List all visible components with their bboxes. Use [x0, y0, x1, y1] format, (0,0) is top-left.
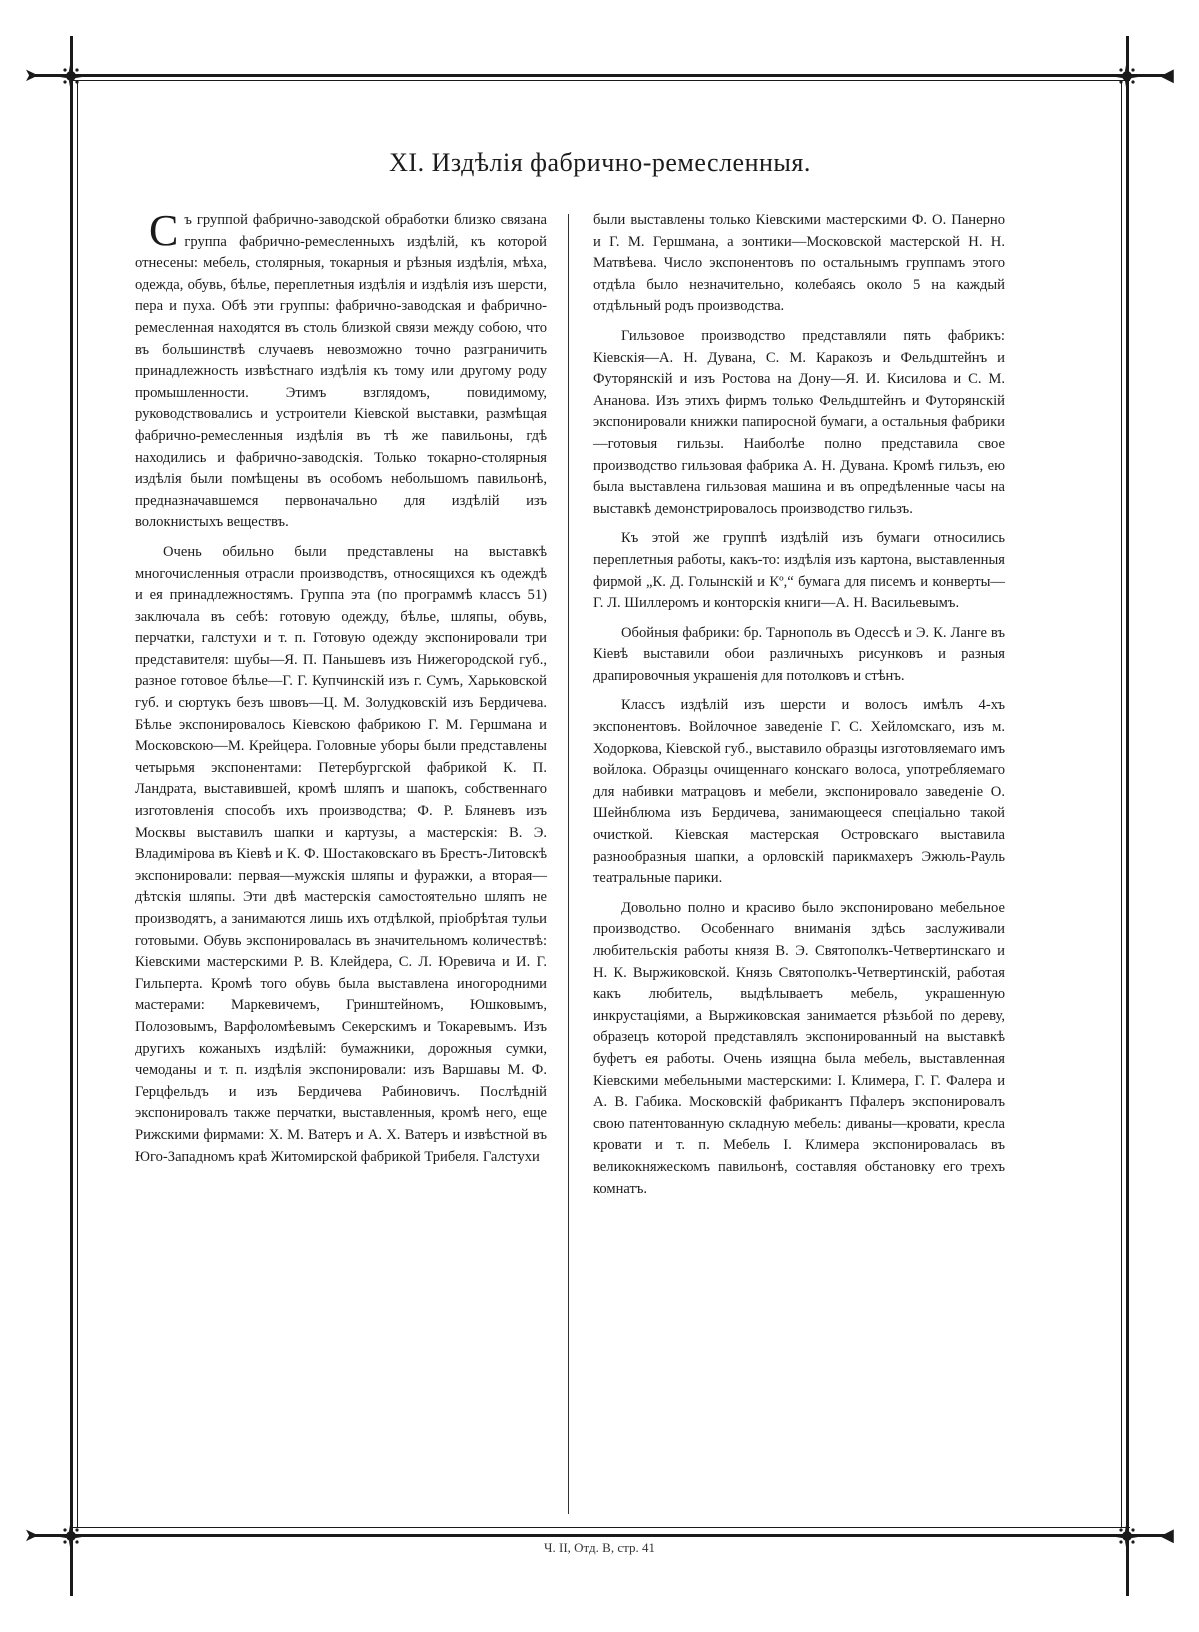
frame-right-inner [1121, 80, 1122, 1528]
corner-ornament-icon [1110, 59, 1144, 93]
corner-ornament-icon [54, 59, 88, 93]
frame-left-inner [77, 80, 78, 1528]
right-column [593, 210, 1005, 1208]
arrow-tip-icon: ◀ [1160, 1525, 1174, 1545]
paragraph-wool-hair: Классъ издѣлій изъ шерсти и волосъ имѣлъ 4-хъ экспонентовъ. Войлочное заведеніе Г. С. Хейломскаго, изъ м. Ходоркова, Кіевской губ., выставило образцы изготовляемаго имъ войлока. Образцы очищеннаго конскаго волоса, употребляемаго для набивки матрацовъ и мебели, экспонировало заведеніе О. Шейнблюма изъ Бердичева, занимающееся спеціально такой очисткой. Кіевская мастерская Островскаго выставила разнообразныя шапки, а орловскій парикмахеръ Эжюль-Рауль театральные парики. [593, 697, 1005, 887]
left-column [135, 206, 547, 1176]
paragraph-1-text: ъ группой фабрично-заводской обработки близко связана группа фабрично-ремесленныхъ издѣлій, къ которой отнесены: мебель, столярныя, токарныя и рѣзныя издѣлія, мѣха, одежда, обувь, бѣлье, переплетныя издѣлія и издѣлія изъ шерсти, пера и пуха. Обѣ эти группы: фабрично-заводская и фабрично-ремесленная находятся въ столь близкой связи между собою, что въ большинствѣ случаевъ невозможно точно разграничить принадлежность извѣстнаго издѣлія къ тому или другому роду промышленности. Этимъ взглядомъ, повидимому, руководствовались и устроители Кіевской выставки, размѣщая фабрично-ремесленныя издѣлія въ тѣ же павильоны, гдѣ находились и фабрично-заводскія. Только токарно-столярныя издѣлія были помѣщены въ особомъ небольшомъ павильонѣ, предназначавшемся первоначально для издѣлій изъ волокнистыхъ веществъ. [135, 212, 547, 531]
column-divider [568, 214, 569, 1514]
page-footer: Ч. II, Отд. В, стр. 41 [544, 1540, 655, 1555]
paragraph-wallpaper: Обойныя фабрики: бр. Тарнополь въ Одессѣ и Э. К. Ланге въ Кіевѣ выставили обои различныхъ рисунковъ и разныя драпировочныя украшенія для потолковъ и стѣнъ. [593, 624, 1005, 684]
paragraph-furniture: Довольно полно и красиво было экспонировано мебельное производство. Особеннаго вниманія здѣсь заслуживали любительскія работы князя В. Э. Святополкъ-Четвертинскаго и Н. К. Выржиковской. Князь Святополкъ-Четвертинскій, работая какъ любитель, выдѣлываетъ мебель, украшенную инкрустаціями, а Выржиковская занимается рѣзьбой по дереву, образецъ которой представлялъ экспонированный на выставкѣ буфетъ ея работы. Очень изящна была мебель, выставленная Кіевскими мебельными мастерскими: І. Климера, Г. Г. Фалера и А. В. Габика. Московскій фабрикантъ Пфалеръ экспонировалъ свою патентованную складную мебель: диваны—кровати, кресла кровати и т. п. Мебель І. Климера экспонировалась въ великокняжескомъ павильонѣ, составляя обстановку его трехъ комнатъ. [593, 899, 1005, 1197]
frame-left-outer [70, 36, 73, 1596]
frame-top-inner [70, 80, 1130, 81]
frame-right-outer [1126, 36, 1129, 1596]
arrow-tip-icon: ➤ [24, 1525, 40, 1545]
paragraph-2: Очень обильно были представлены на выставкѣ многочисленныя отрасли производствъ, относящихся къ одеждѣ и ея принадлежностямъ. Группа эта (по программѣ классъ 51) заключала въ себѣ: готовую одежду, бѣлье, шляпы, обувь, перчатки, галстухи и т. п. Готовую одежду экспонировали три представителя: шубы—Я. П. Паньшевъ изъ Нижегородской губ., разное готовое бѣлье—Г. Г. Купчинскій изъ г. Сумъ, Харьковской губ. и сюртукъ безъ швовъ—Ц. М. Золудковскій изъ Бердичева. Бѣлье экспонировалось Кіевскою фабрикою Г. М. Гершмана и Московскою—М. Крейцера. Головные уборы были представлены четырьмя экспонентами: Петербургской фабрикой К. П. Ландрата, выставившей, кромѣ шляпъ и шапокъ, собственнаго изготовленія способъ ихъ производства; Ф. Р. Бляневъ изъ Москвы выставилъ шапки и картузы, а мастерскія: В. Э. Владимірова въ Кіевѣ и К. Ф. Шостаковскаго въ Брестъ-Литовскѣ экспонировали: первая—мужскія шляпы и фуражки, а вторая—дѣтскія шляпы. Эти двѣ мастерскія самостоятельно шляпъ не производятъ, а занимаются лишь ихъ отдѣлкой, пріобрѣтая тульи готовыми. Обувь экспонировалась въ значительномъ количествѣ: Кіевскими мастерскими Р. В. Клейдера, С. Л. Юревича и И. Г. Гильперта. Кромѣ того обувь была выставлена иногородними мастерами: Маркевичемъ, Гринштейномъ, Юшковымъ, Полозовымъ, Варфоломѣевымъ Секерскимъ и Токаревымъ. Изъ другихъ кожаныхъ издѣлій: бумажники, дорожныя сумки, чемоданы и т. п. издѣлія экспонировали: изъ Варшавы М. Ф. Герцфельдъ и изъ Бердичева Рабиновичъ. Послѣдній экспонировалъ также перчатки, выставленныя, кромѣ него, еще Рижскими фирмами: Х. М. Ватеръ и А. Х. Ватеръ и извѣстной въ Юго-Западномъ краѣ Житомирской фабрикой Трибеля. Галстухи [135, 543, 547, 1165]
arrow-tip-icon: ➤ [24, 65, 40, 85]
paragraph-binding-works: Къ этой же группѣ издѣлій изъ бумаги относились переплетныя работы, какъ-то: издѣлія изъ картона, выставленныя фирмой „К. Д. Голынскій и Кº,“ бумага для писемъ и конверты—Г. Л. Шиллеромъ и конторскія книги—А. Н. Васильевымъ. [593, 530, 1005, 612]
frame-bottom-inner [70, 1527, 1130, 1528]
paragraph-1 [135, 206, 547, 534]
paragraph-continued: были выставлены только Кіевскими мастерскими Ф. О. Панерно и Г. М. Гершмана, а зонтики—Московской мастерской Н. Н. Матвѣева. Число экспонентовъ по остальнымъ группамъ этого отдѣла было незначительно, колебаясь около 5 на каждый отдѣльный родъ производства. [593, 212, 1005, 315]
arrow-tip-icon: ◀ [1160, 65, 1174, 85]
frame-top-outer [30, 74, 1169, 77]
frame-bottom-outer [30, 1534, 1169, 1537]
page-title: XI. Издѣлія фабрично-ремесленныя. [389, 148, 811, 177]
paragraph-cigarette-tubes: Гильзовое производство представляли пять фабрикъ: Кіевскія—А. Н. Дувана, С. М. Каракозъ и Фельдштейнъ и Футорянскій и изъ Ростова на Дону—Я. И. Кисилова и С. М. Ананова. Изъ этихъ фирмъ только Фельдштейнъ и Футорянскій экспонировали книжки папиросной бумаги, а остальныя фабрики—готовыя гильзы. Наиболѣе полно представила свое производство гильзовая фабрика А. Н. Дувана. Кромѣ гильзъ, ею была выставлена гильзовая машина и въ опредѣленные часы на выставкѣ демонстрировалось производство гильзъ. [593, 327, 1005, 517]
drop-cap: С [149, 206, 179, 255]
